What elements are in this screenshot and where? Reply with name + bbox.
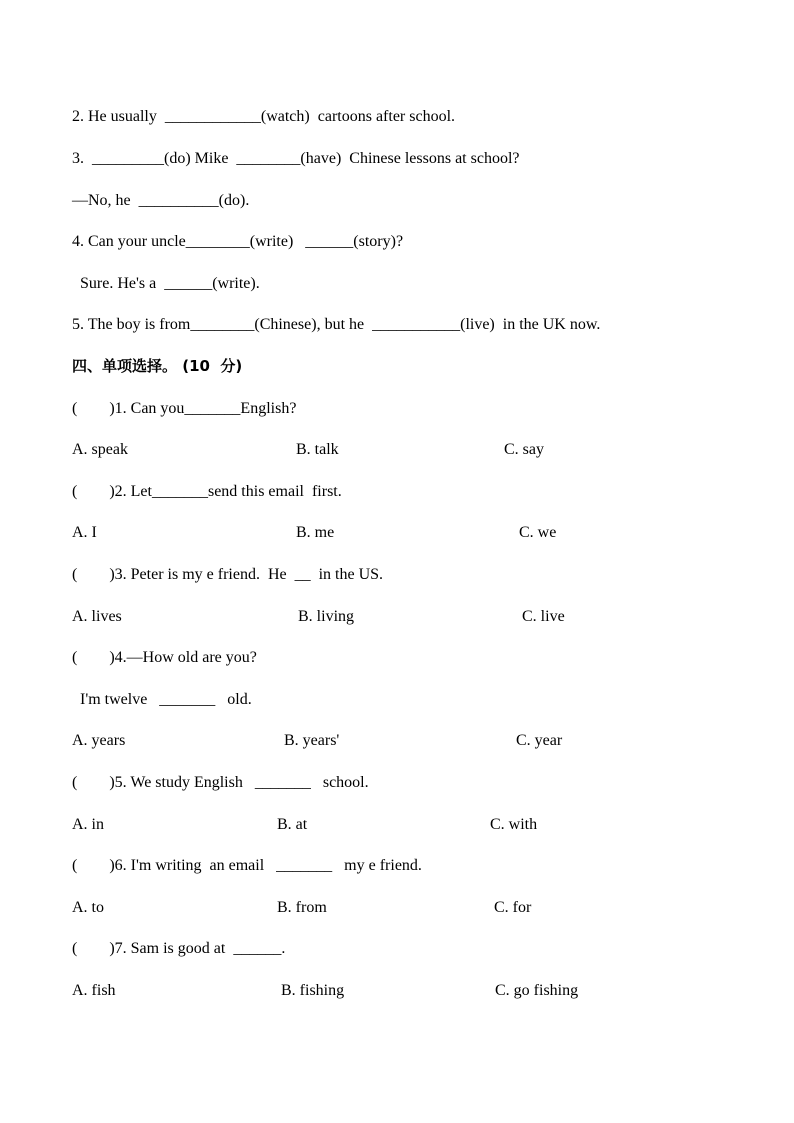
choice-6-option-b: B. from xyxy=(277,899,327,916)
choice-2-option-a: A. I xyxy=(72,524,97,541)
choice-question-4: ( )4.—How old are you? xyxy=(72,649,257,666)
choice-7-option-c: C. go fishing xyxy=(495,982,579,999)
choice-2-option-c: C. we xyxy=(519,524,557,541)
question-4-line: 4. Can your uncle________(write) ______(story)? xyxy=(72,233,404,250)
choice-3-option-c: C. live xyxy=(522,608,565,625)
question-3-answer-line: —No, he __________(do). xyxy=(72,192,250,209)
choice-2-option-b: B. me xyxy=(296,524,335,541)
choice-question-6: ( )6. I'm writing an email _______ my e friend. xyxy=(72,857,422,874)
choice-question-4-answer: I'm twelve _______ old. xyxy=(72,691,252,708)
choice-4-option-c: C. year xyxy=(516,732,563,749)
choice-7-option-a: A. fish xyxy=(72,982,116,999)
choice-3-option-b: B. living xyxy=(298,608,355,625)
choice-question-1: ( )1. Can you_______English? xyxy=(72,400,297,417)
choice-5-option-b: B. at xyxy=(277,816,308,833)
choice-6-option-a: A. to xyxy=(72,899,104,916)
choice-3-option-a: A. lives xyxy=(72,608,122,625)
choice-question-7: ( )7. Sam is good at ______. xyxy=(72,940,286,957)
choice-7-option-b: B. fishing xyxy=(281,982,345,999)
choice-question-3: ( )3. Peter is my e friend. He __ in the US. xyxy=(72,566,384,583)
choice-4-option-b: B. years' xyxy=(284,732,340,749)
choice-5-option-c: C. with xyxy=(490,816,538,833)
choice-question-5: ( )5. We study English _______ school. xyxy=(72,774,369,791)
question-5-line: 5. The boy is from________(Chinese), but he ___________(live) in the UK now. xyxy=(72,316,601,333)
choice-1-option-a: A. speak xyxy=(72,441,128,458)
choice-question-2: ( )2. Let_______send this email first. xyxy=(72,483,342,500)
choice-4-option-a: A. years xyxy=(72,732,126,749)
choice-5-option-a: A. in xyxy=(72,816,104,833)
question-4-answer-line: Sure. He's a ______(write). xyxy=(72,275,260,292)
choice-6-option-c: C. for xyxy=(494,899,532,916)
section-heading-multiple-choice: 四、单项选择。 (10 分) xyxy=(72,357,243,375)
question-3-line: 3. _________(do) Mike ________(have) Chinese lessons at school? xyxy=(72,150,520,167)
question-2-line: 2. He usually ____________(watch) cartoons after school. xyxy=(72,108,456,125)
choice-1-option-b: B. talk xyxy=(296,441,339,458)
choice-1-option-c: C. say xyxy=(504,441,544,458)
